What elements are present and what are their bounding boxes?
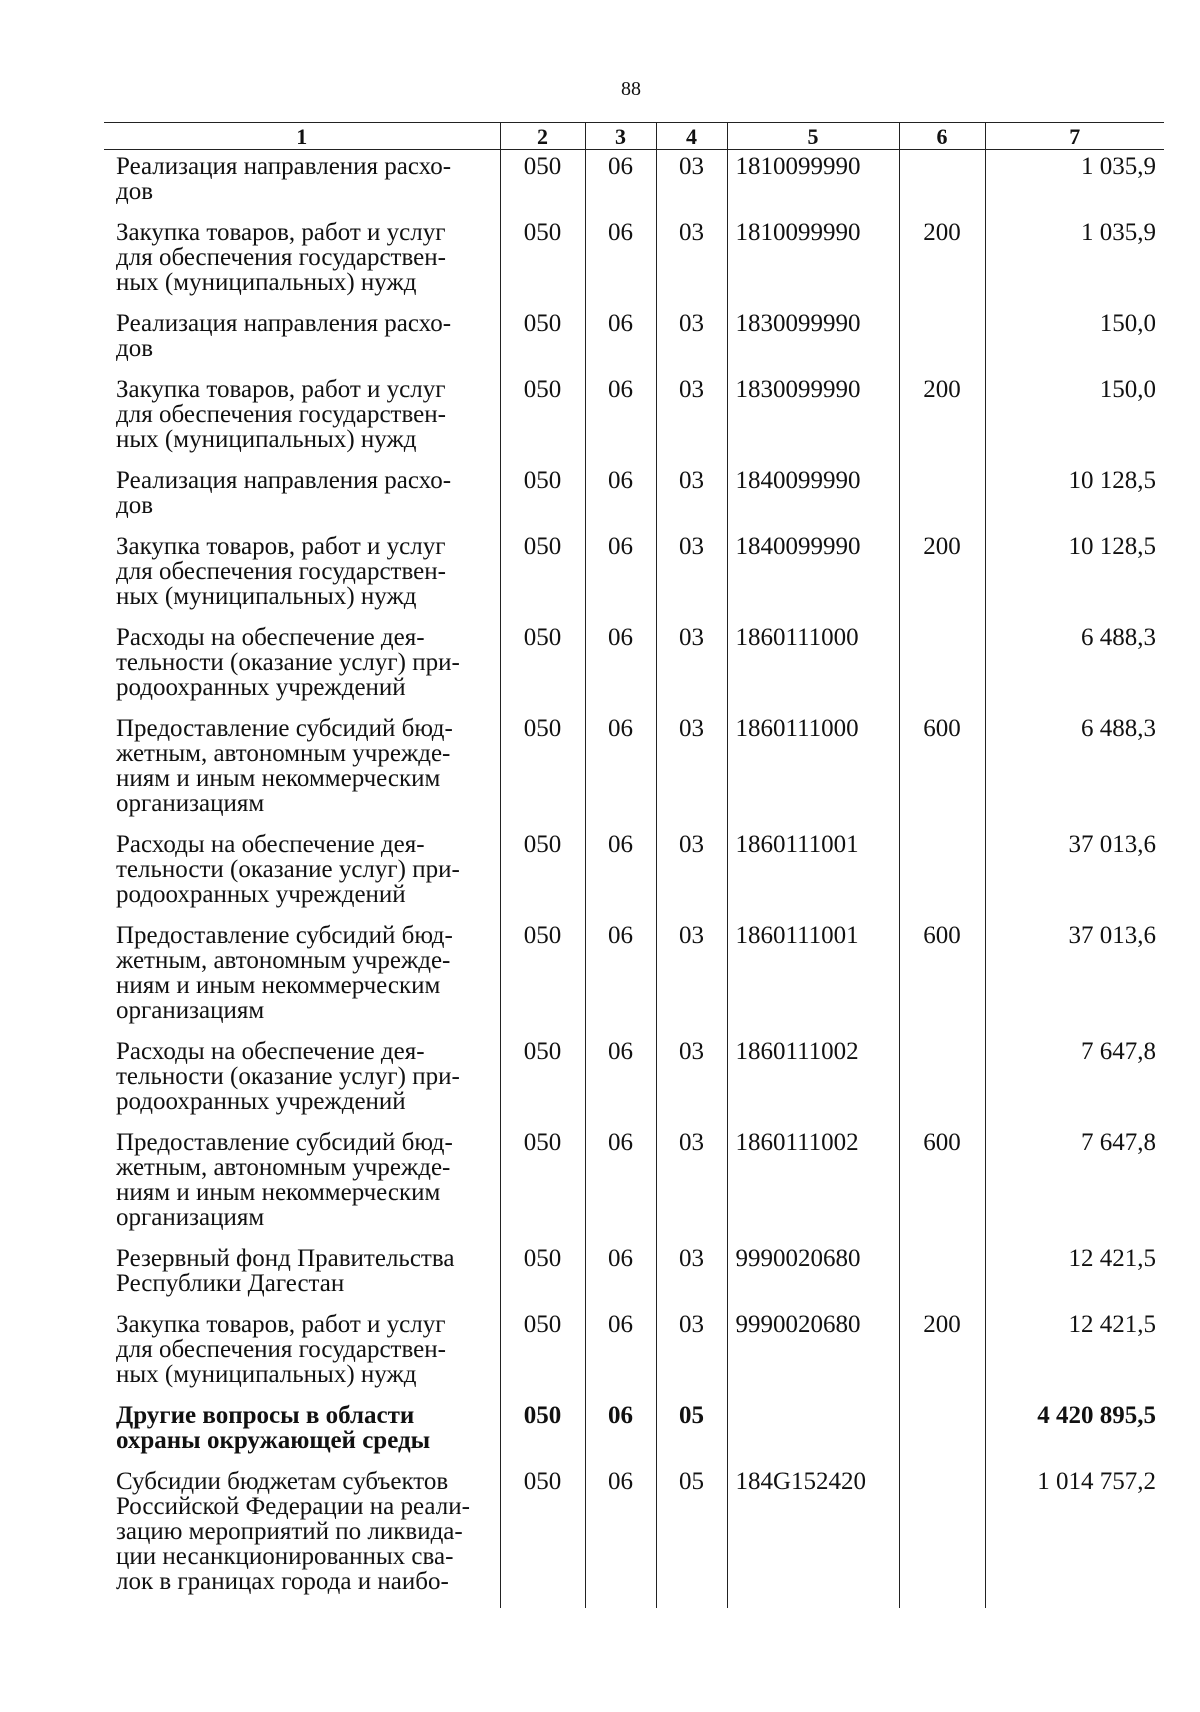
row-name: Реализация направления расхо- дов bbox=[116, 153, 452, 205]
cell-code-3: 06 bbox=[585, 216, 656, 307]
cell-code-2: 050 bbox=[500, 373, 585, 464]
row-name: Закупка товаров, работ и услуг для обеспечения государствен- ных (муниципальных) нужд bbox=[116, 376, 446, 453]
row-name: Расходы на обеспечение дея- тельности (оказание услуг) при- родоохранных учреждений bbox=[116, 1038, 460, 1115]
cell-code-6 bbox=[899, 1399, 985, 1465]
cell-code-2: 050 bbox=[500, 464, 585, 530]
cell-code-6: 200 bbox=[899, 216, 985, 307]
column-header-1: 1 bbox=[104, 123, 500, 150]
row-name: Закупка товаров, работ и услуг для обеспечения государствен- ных (муниципальных) нужд bbox=[116, 219, 446, 296]
cell-code-3: 06 bbox=[585, 621, 656, 712]
cell-code-4: 05 bbox=[656, 1465, 727, 1608]
row-name: Реализация направления расхо- дов bbox=[116, 310, 452, 362]
cell-amount: 1 035,9 bbox=[985, 150, 1164, 217]
cell-code-2: 050 bbox=[500, 1399, 585, 1465]
cell-code-6 bbox=[899, 1035, 985, 1126]
cell-code-5: 9990020680 bbox=[727, 1242, 899, 1308]
cell-code-2: 050 bbox=[500, 1126, 585, 1242]
cell-amount: 10 128,5 bbox=[985, 530, 1164, 621]
cell-code-4: 03 bbox=[656, 216, 727, 307]
budget-table bbox=[104, 122, 1164, 1608]
table-row bbox=[104, 1242, 1164, 1308]
table-row bbox=[104, 307, 1164, 373]
row-name: Закупка товаров, работ и услуг для обеспечения государствен- ных (муниципальных) нужд bbox=[116, 1311, 446, 1388]
cell-code-6 bbox=[899, 464, 985, 530]
cell-amount: 1 014 757,2 bbox=[985, 1465, 1164, 1608]
column-header-5: 5 bbox=[727, 123, 899, 150]
cell-code-2: 050 bbox=[500, 621, 585, 712]
cell-code-5: 9990020680 bbox=[727, 1308, 899, 1399]
cell-code-6: 200 bbox=[899, 373, 985, 464]
table-header bbox=[104, 123, 1164, 150]
cell-code-4: 03 bbox=[656, 530, 727, 621]
cell-code-4: 03 bbox=[656, 150, 727, 217]
cell-code-5: 1810099990 bbox=[727, 150, 899, 217]
cell-amount: 1 035,9 bbox=[985, 216, 1164, 307]
cell-code-3: 06 bbox=[585, 1399, 656, 1465]
cell-amount: 150,0 bbox=[985, 373, 1164, 464]
cell-code-5: 1840099990 bbox=[727, 464, 899, 530]
cell-code-4: 03 bbox=[656, 1126, 727, 1242]
cell-code-6 bbox=[899, 828, 985, 919]
cell-code-6 bbox=[899, 1465, 985, 1608]
cell-code-4: 03 bbox=[656, 828, 727, 919]
cell-code-3: 06 bbox=[585, 1308, 656, 1399]
table-row bbox=[104, 1308, 1164, 1399]
column-header-6: 6 bbox=[899, 123, 985, 150]
header-row bbox=[104, 123, 1164, 150]
cell-code-4: 03 bbox=[656, 1035, 727, 1126]
row-name: Предоставление субсидий бюд- жетным, автономным учрежде- ниям и иным некоммерческим организациям bbox=[116, 715, 453, 817]
table-row bbox=[104, 464, 1164, 530]
table-row bbox=[104, 1035, 1164, 1126]
cell-amount: 10 128,5 bbox=[985, 464, 1164, 530]
table-body bbox=[104, 150, 1164, 1609]
cell-code-2: 050 bbox=[500, 1465, 585, 1608]
row-name: Предоставление субсидий бюд- жетным, автономным учрежде- ниям и иным некоммерческим организациям bbox=[116, 922, 453, 1024]
cell-amount: 37 013,6 bbox=[985, 919, 1164, 1035]
cell-code-2: 050 bbox=[500, 216, 585, 307]
cell-amount: 37 013,6 bbox=[985, 828, 1164, 919]
cell-amount: 6 488,3 bbox=[985, 712, 1164, 828]
cell-code-5: 1860111001 bbox=[727, 828, 899, 919]
cell-code-4: 03 bbox=[656, 464, 727, 530]
cell-code-3: 06 bbox=[585, 1126, 656, 1242]
table-row bbox=[104, 373, 1164, 464]
cell-code-3: 06 bbox=[585, 464, 656, 530]
cell-amount: 6 488,3 bbox=[985, 621, 1164, 712]
cell-code-3: 06 bbox=[585, 919, 656, 1035]
table-row bbox=[104, 919, 1164, 1035]
cell-code-5: 1860111002 bbox=[727, 1126, 899, 1242]
cell-code-6 bbox=[899, 621, 985, 712]
cell-code-2: 050 bbox=[500, 712, 585, 828]
cell-code-2: 050 bbox=[500, 150, 585, 217]
cell-code-2: 050 bbox=[500, 1308, 585, 1399]
cell-code-2: 050 bbox=[500, 1035, 585, 1126]
page-number: 88 bbox=[621, 78, 641, 100]
row-name: Расходы на обеспечение дея- тельности (оказание услуг) при- родоохранных учреждений bbox=[116, 831, 460, 908]
cell-code-3: 06 bbox=[585, 373, 656, 464]
cell-amount: 7 647,8 bbox=[985, 1035, 1164, 1126]
cell-code-4: 05 bbox=[656, 1399, 727, 1465]
cell-code-3: 06 bbox=[585, 530, 656, 621]
cell-amount: 12 421,5 bbox=[985, 1308, 1164, 1399]
cell-code-2: 050 bbox=[500, 1242, 585, 1308]
cell-code-4: 03 bbox=[656, 621, 727, 712]
table-row bbox=[104, 712, 1164, 828]
cell-code-5: 1830099990 bbox=[727, 307, 899, 373]
cell-code-6: 600 bbox=[899, 1126, 985, 1242]
column-header-3: 3 bbox=[585, 123, 656, 150]
table-row bbox=[104, 1399, 1164, 1465]
cell-amount: 12 421,5 bbox=[985, 1242, 1164, 1308]
row-name: Расходы на обеспечение дея- тельности (оказание услуг) при- родоохранных учреждений bbox=[116, 624, 460, 701]
cell-code-4: 03 bbox=[656, 373, 727, 464]
cell-code-6 bbox=[899, 307, 985, 373]
cell-code-3: 06 bbox=[585, 828, 656, 919]
table-row bbox=[104, 530, 1164, 621]
column-header-2: 2 bbox=[500, 123, 585, 150]
row-name: Предоставление субсидий бюд- жетным, автономным учрежде- ниям и иным некоммерческим организациям bbox=[116, 1129, 453, 1231]
cell-code-4: 03 bbox=[656, 1242, 727, 1308]
table-row bbox=[104, 621, 1164, 712]
cell-code-3: 06 bbox=[585, 307, 656, 373]
cell-code-3: 06 bbox=[585, 1242, 656, 1308]
row-name: Закупка товаров, работ и услуг для обеспечения государствен- ных (муниципальных) нужд bbox=[116, 533, 446, 610]
column-header-4: 4 bbox=[656, 123, 727, 150]
cell-code-3: 06 bbox=[585, 712, 656, 828]
cell-amount: 150,0 bbox=[985, 307, 1164, 373]
cell-amount: 7 647,8 bbox=[985, 1126, 1164, 1242]
row-name: Реализация направления расхо- дов bbox=[116, 467, 452, 519]
cell-code-2: 050 bbox=[500, 530, 585, 621]
row-name: Субсидии бюджетам субъектов Российской Федерации на реали- зацию мероприятий по ликвида- ции несанкционированных сва- лок в границах города и наибо- bbox=[116, 1468, 470, 1595]
cell-code-2: 050 bbox=[500, 919, 585, 1035]
table-row bbox=[104, 150, 1164, 217]
cell-code-5: 184G152420 bbox=[727, 1465, 899, 1608]
cell-code-6: 200 bbox=[899, 530, 985, 621]
cell-code-5: 1830099990 bbox=[727, 373, 899, 464]
table-row bbox=[104, 828, 1164, 919]
cell-code-6 bbox=[899, 150, 985, 217]
cell-code-5: 1860111000 bbox=[727, 621, 899, 712]
cell-code-3: 06 bbox=[585, 1465, 656, 1608]
cell-code-2: 050 bbox=[500, 828, 585, 919]
cell-code-5: 1860111002 bbox=[727, 1035, 899, 1126]
cell-code-6: 600 bbox=[899, 919, 985, 1035]
cell-code-6 bbox=[899, 1242, 985, 1308]
cell-code-5: 1860111001 bbox=[727, 919, 899, 1035]
cell-code-6: 200 bbox=[899, 1308, 985, 1399]
cell-code-6: 600 bbox=[899, 712, 985, 828]
table-row bbox=[104, 216, 1164, 307]
cell-code-3: 06 bbox=[585, 1035, 656, 1126]
cell-code-5: 1840099990 bbox=[727, 530, 899, 621]
table-row bbox=[104, 1465, 1164, 1608]
table-row bbox=[104, 1126, 1164, 1242]
cell-amount: 4 420 895,5 bbox=[985, 1399, 1164, 1465]
row-name: Другие вопросы в области охраны окружающей среды bbox=[116, 1402, 431, 1454]
column-header-7: 7 bbox=[985, 123, 1164, 150]
cell-code-3: 06 bbox=[585, 150, 656, 217]
cell-code-5: 1860111000 bbox=[727, 712, 899, 828]
cell-code-4: 03 bbox=[656, 307, 727, 373]
cell-code-4: 03 bbox=[656, 712, 727, 828]
row-name: Резервный фонд Правительства Республики Дагестан bbox=[116, 1245, 455, 1297]
cell-code-5 bbox=[727, 1399, 899, 1465]
cell-code-4: 03 bbox=[656, 919, 727, 1035]
cell-code-5: 1810099990 bbox=[727, 216, 899, 307]
cell-code-4: 03 bbox=[656, 1308, 727, 1399]
cell-code-2: 050 bbox=[500, 307, 585, 373]
